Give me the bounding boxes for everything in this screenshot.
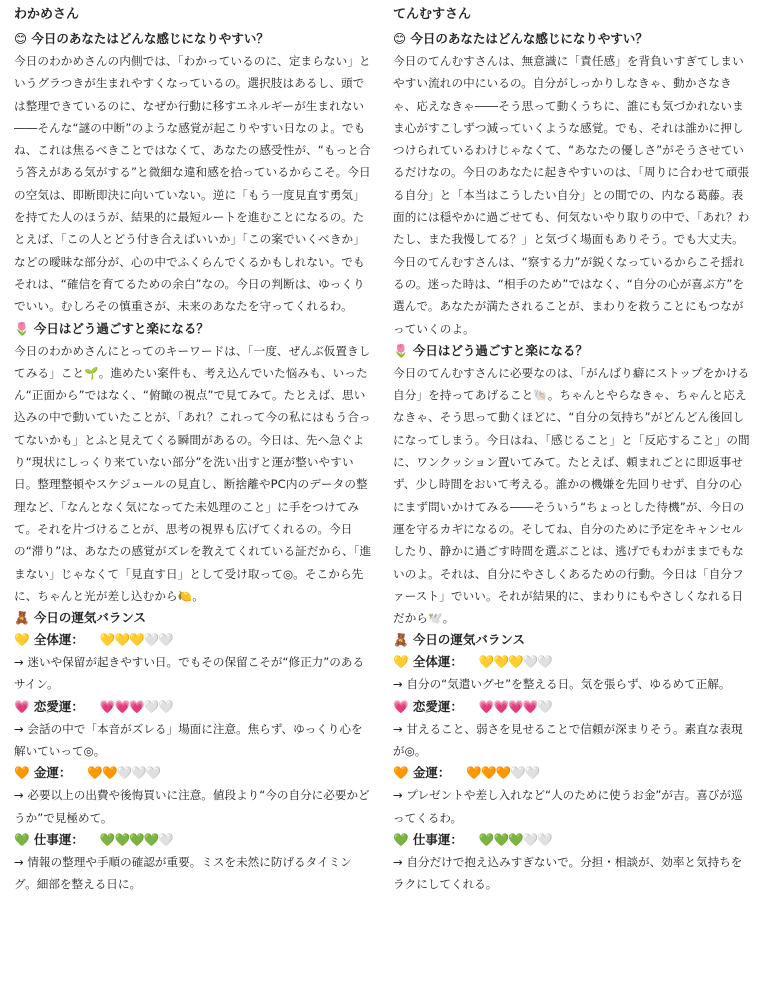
- section-heading-luck: 🧸 今日の運気バランス: [393, 632, 526, 648]
- luck-label: 💚 仕事運：: [393, 831, 463, 847]
- heart-rating: 💗💗💗💗🤍: [478, 698, 552, 714]
- heart-rating: 🧡🧡🧡🤍🤍: [466, 765, 540, 781]
- luck-overall-text: → 迷いや保留が起きやすい日。でもその保留こそが“修正力”のあるサイン。: [14, 655, 365, 692]
- heart-rating: 💚💚💚💚🤍: [99, 831, 173, 847]
- heart-rating: 🧡🧡🤍🤍🤍: [87, 765, 161, 781]
- luck-work: [14, 829, 372, 851]
- heart-rating: 💛💛💛🤍🤍: [478, 654, 552, 670]
- section-heading-tips: 🌷 今日はどう過ごすと楽になる？: [14, 320, 209, 336]
- luck-money: [393, 762, 751, 784]
- luck-money-text: → プレゼントや差し入れなど“人のために使うお金”が吉。喜びが巡ってくるわ。: [393, 788, 743, 825]
- luck-overall: [393, 651, 751, 673]
- heart-rating: 💗💗💗🤍🤍: [99, 698, 173, 714]
- luck-label: 💚 仕事運：: [14, 831, 84, 847]
- luck-label: 🧡 金運：: [393, 765, 451, 781]
- luck-money: [14, 762, 372, 784]
- user-name: わかめさん: [14, 7, 80, 22]
- luck-label: 💗 恋愛運：: [393, 698, 463, 714]
- section-heading-mood: 😊 今日のあなたはどんな感じになりやすい？: [393, 31, 648, 46]
- luck-overall-text: → 自分の“気遣いグセ”を整える日。気を張らず、ゆるめて正解。: [393, 677, 731, 692]
- section-heading-mood: 😊 今日のあなたはどんな感じになりやすい？: [14, 31, 269, 46]
- heart-rating: 💛💛💛🤍🤍: [99, 632, 173, 648]
- heart-rating: 💚💚💚🤍🤍: [478, 831, 552, 847]
- luck-love: [393, 696, 751, 718]
- luck-money-text: → 必要以上の出費や後悔買いに注意。値段より“今の自分に必要かどうか”で見極めて。: [14, 788, 370, 825]
- mood-paragraph: 今日のわかめさんの内側では、「わかっているのに、定まらない」というグラつきが生まれやすくなっているの。選択肢はあるし、頭では整理できているのに、なぜか行動に移すエネルギーが生まれない――そんな“謎の中断”のような感覚が起こりやすい日なのよ。でもね、これは焦るべきことではなくて、あなたの感受性が、“もっと合う答えがある気がする”と微細な違和感を拾っているからこそ。今日の空気は、即断即決に向いていない。逆に「もう一度見直す勇気」を持てた人のほうが、結果的に最短ルートを進むことになるの。たとえば、「この人とどう付き合えばいいか」「この案でいくべきか」などの曖昧な部分が、心の中でふくらんでくるかもしれない。でもそれは、“確信を育てるための余白”なの。今日の判断は、ゆっくりでいい。むしろその慎重さが、未来のあなたを守ってくれるわ。: [14, 54, 371, 314]
- section-heading-luck: 🧸 今日の運気バランス: [14, 610, 147, 626]
- user-name: てんむすさん: [393, 7, 472, 22]
- luck-love-text: → 会話の中で「本音がズレる」場面に注意。焦らず、ゆっくり心を解いていって◎。: [14, 721, 363, 759]
- luck-label: 🧡 金運：: [14, 765, 72, 781]
- luck-label: 💗 恋愛運：: [14, 698, 84, 714]
- tips-paragraph: 今日のてんむすさんに必要なのは、「がんばり癖にストップをかける自分」を持ってあげること🐚。ちゃんとやらなきゃ、ちゃんと応えなきゃ、そう思って動くほどに、“自分の気持ち”がどんどん後回しになってしまう。今日はね、「感じること」と「反応すること」の間に、ワンクッション置いてみて。たとえば、頼まれごとに即返事せず、少し時間をおいて考える。誰かの機嫌を先回りせず、自分の心にまず問いかけてみる――そういう“ちょっとした待機”が、今日の運を守るカギになるの。そしてね、自分のために予定をキャンセルしたり、静かに過ごす時間を選ぶことは、逃げでもわがままでもないのよ。それは、自分にやさしくあるための行動。今日は「自分ファースト」でいい。それが結果的に、まわりにもやさしくなれる日だから🕊️。: [393, 365, 750, 626]
- tips-paragraph: 今日のわかめさんにとってのキーワードは、「一度、ぜんぶ仮置きしてみる」こと🌱。進めたい案件も、考え込んでいた悩みも、いったん“正面から”ではなく、“俯瞰の視点”で見てみて。たとえば、思い込みの中で動いていたことが、「あれ？これって今の私にはもう合ってないかも」とふと見えてくる瞬間があるの。今日は、先へ急ぐより“現状にしっくり来ていない部分”を洗い出すと運が整いやすい日。整理整頓やスケジュールの見直し、断捨離やPC内のデータの整理など、「なんとなく気になってた未処理のこと」に手をつけてみて。それを片づけることが、思考の視界も広げてくれるの。今日の“滞り”は、あなたの感覚がズレを教えてくれている証だから、「進まない」じゃなくて「見直す日」として受け取って◎。そこから先に、ちゃんと光が差し込むから🍋。: [14, 343, 372, 603]
- mood-paragraph: 今日のてんむすさんは、無意識に「責任感」を背負いすぎてしまいやすい流れの中にいるの。自分がしっかりしなきゃ、動かさなきゃ、応えなきゃ――そう思って動くうちに、誰にも気づかれないまま心がすこしずつ減っていくような感覚。でも、それは誰かに押しつけられているわけじゃなくて、“あなたの優しさ”がそうさせているだけなの。今日のあなたに起きやすいのは、「周りに合わせて頑張る自分」と「本当はこうしたい自分」との間での、内なる葛藤。表面的には穏やかに過ごせても、何気ないやり取りの中で、「あれ？わたし、また我慢してる？」と気づく場面もありそう。でも大丈夫。今日のてんむすさんは、“察する力”が鋭くなっているからこそ揺れるの。迷った時は、“相手のため”ではなく、“自分の心が喜ぶ方”を選んで。あなたが満たされることが、まわりを救うことにもつながっていくのよ。: [393, 54, 750, 336]
- luck-work: [393, 829, 751, 851]
- luck-love-text: → 甘えること、弱さを見せることで信頼が深まりそう。素直な表現が◎。: [393, 721, 743, 759]
- right-column: [393, 6, 751, 896]
- luck-label: 💛 全体運：: [393, 654, 463, 670]
- luck-work-text: → 自分だけで抱え込みすぎないで。分担・相談が、効率と気持ちをラクにしてくれる。: [393, 854, 743, 892]
- luck-overall: [14, 629, 372, 651]
- section-heading-tips: 🌷 今日はどう過ごすと楽になる？: [393, 342, 588, 358]
- luck-love: [14, 696, 372, 718]
- left-column: [14, 6, 372, 896]
- luck-label: 💛 全体運：: [14, 632, 84, 648]
- luck-work-text: → 情報の整理や手順の確認が重要。ミスを未然に防げるタイミング。細部を整える日に。: [14, 854, 352, 892]
